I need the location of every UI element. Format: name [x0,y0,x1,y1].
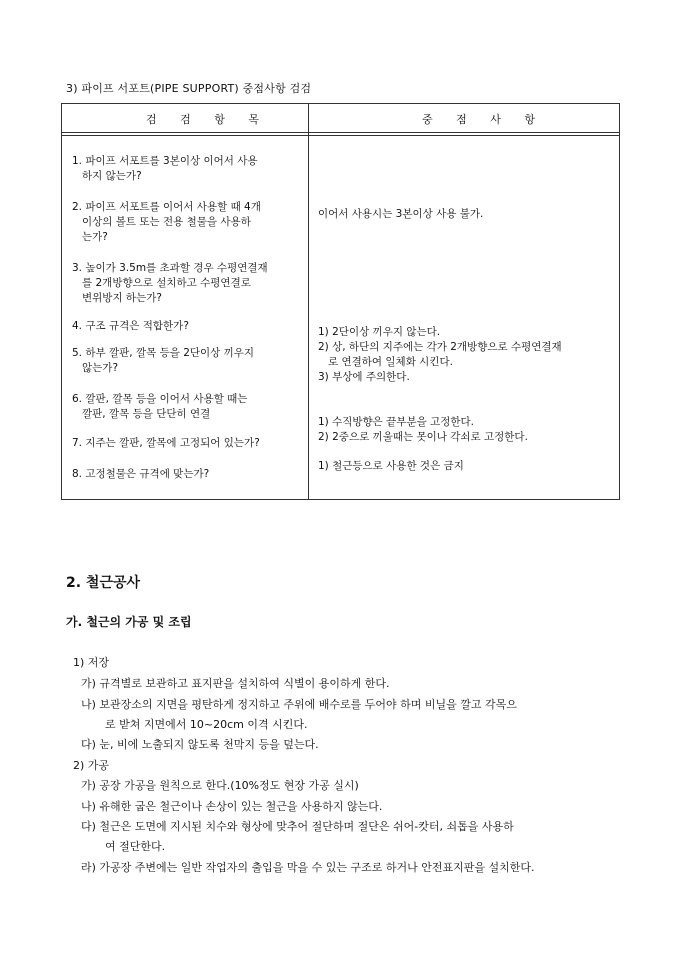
left-item-6: 6. 깔판, 깔목 등을 이어서 사용할 때는 깔판, 깔목 등을 단단히 연결 [72,393,248,420]
section-title: 3) 파이프 서포트(PIPE SUPPORT) 중점사항 검검 [66,82,312,95]
section-heading: 2. 철근공사 [66,575,141,591]
left-item-8: 8. 고정철물은 규격에 맞는가? [72,468,210,480]
body-line: 여 절단한다. [105,840,166,853]
right-item-4: 1) 철근등으로 사용한 것은 금지 [318,460,464,472]
inspection-table [61,103,620,500]
body-line: 로 받쳐 지면에서 10~20cm 이격 시킨다. [105,718,308,731]
body-line: 2) 가공 [73,759,110,772]
header-divider [62,135,619,136]
body-line: 나) 유해한 굽은 철근이나 손상이 있는 철근을 사용하지 않는다. [81,800,383,813]
column-divider [308,104,309,499]
right-item-3: 1) 수직방향은 끝부분을 고정한다. 2) 2중으로 끼울때는 못이나 각쇠로 고정한다. [318,416,528,443]
left-item-4: 4. 구조 규격은 적합한가? [72,320,189,332]
body-line: 다) 철근은 도면에 지시된 치수와 형상에 맞추어 절단하며 절단은 쉬어-캇터, 쇠톱을 사용하 [81,820,514,833]
body-line: 다) 눈, 비에 노출되지 않도록 천막지 등을 덮는다. [81,738,319,751]
left-item-2: 2. 파이프 서포트를 이어서 사용할 때 4개 이상의 볼트 또는 전용 철물을 사용하 는가? [72,201,261,243]
right-item-2: 1) 2단이상 끼우지 않는다. 2) 상, 하단의 지주에는 각가 2개방향으로 수평연결재 로 연결하여 일체화 시킨다. 3) 부상에 주의한다. [318,326,562,383]
body-line: 가) 공장 가공을 원칙으로 한다.(10%정도 현장 가공 실시) [81,779,359,792]
body-line: 가) 규격별로 보관하고 표지판을 설치하여 식별이 용이하게 한다. [81,677,390,690]
left-item-3: 3. 높이가 3.5m를 초과할 경우 수평연결재 를 2개방향으로 설치하고 수평연결로 변위방지 하는가? [72,262,268,304]
right-item-1: 이어서 사용시는 3본이상 사용 불가. [318,208,484,220]
left-item-5: 5. 하부 깔판, 깔목 등을 2단이상 끼우지 않는가? [72,347,255,374]
header-key-points: 중 점 사 항 [422,113,545,126]
body-line: 1) 저장 [73,656,110,669]
subsection-heading: 가. 철근의 가공 및 조립 [66,615,192,629]
left-item-1: 1. 파이프 서포트를 3본이상 이어서 사용 하지 않는가? [72,155,258,182]
body-line: 나) 보관장소의 지면을 평탄하게 정지하고 주위에 배수로를 두어야 하며 비닐을 깔고 각목으 [81,698,517,711]
header-inspection-items: 검 검 항 목 [146,113,269,126]
body-line: 라) 가공장 주변에는 일반 작업자의 출입을 막을 수 있는 구조로 하거나 안전표지판을 설치한다. [81,861,535,874]
left-item-7: 7. 지주는 깔판, 깔목에 고정되어 있는가? [72,437,260,449]
